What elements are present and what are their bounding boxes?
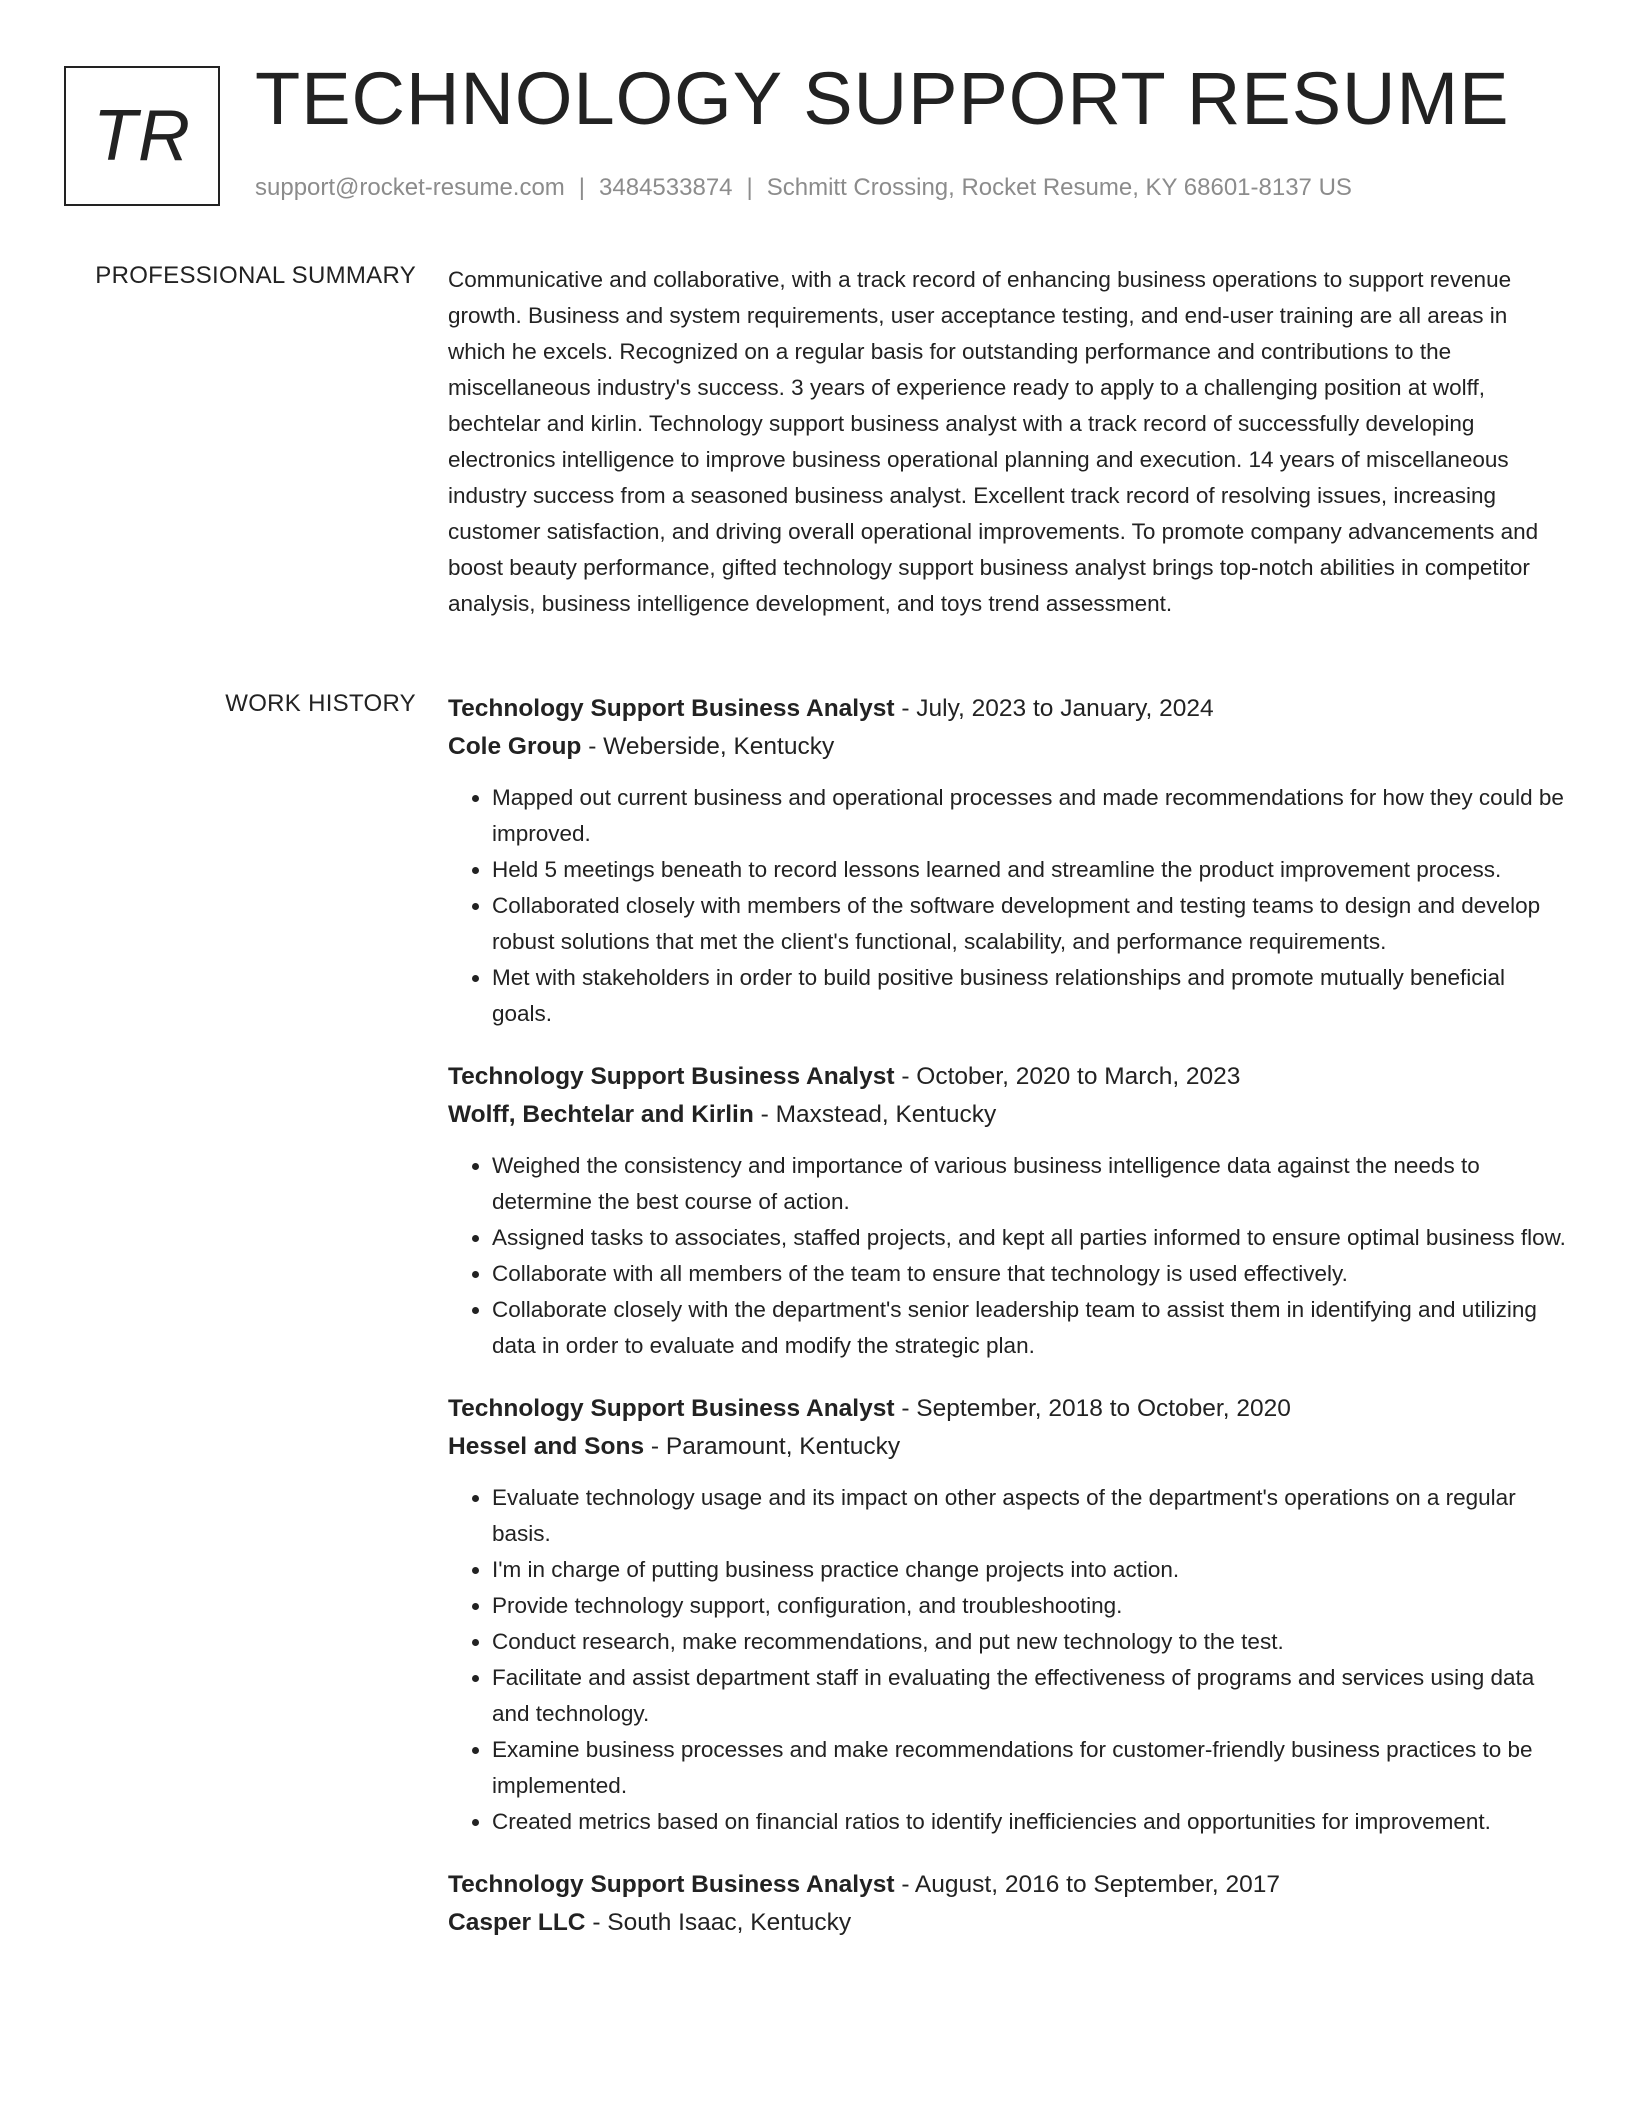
job-company-line — [448, 1428, 1566, 1466]
job-title: Technology Support Business Analyst — [448, 1871, 895, 1898]
job-entry — [448, 690, 1566, 1032]
job-dates: - August, 2016 to September, 2017 — [894, 1871, 1280, 1898]
job-bullet: • Met with stakeholders in order to build positive business relationships and promote mutually beneficial goals. — [492, 960, 1566, 1032]
job-title-line — [448, 1058, 1566, 1096]
job-location: - South Isaac, Kentucky — [585, 1909, 852, 1936]
job-bullet-list — [448, 1148, 1566, 1364]
job-title-line — [448, 1390, 1566, 1428]
work-history-heading: WORK HISTORY — [225, 690, 416, 717]
job-bullet: • Facilitate and assist department staff in evaluating the effectiveness of programs and services using data and technology. — [492, 1660, 1566, 1732]
job-location: - Paramount, Kentucky — [644, 1433, 901, 1460]
contact-address: Schmitt Crossing, Rocket Resume, KY 68601-8137 US — [766, 174, 1352, 201]
job-location: - Weberside, Kentucky — [581, 733, 835, 760]
job-bullet: • Mapped out current business and operational processes and made recommendations for how they could be improved. — [492, 780, 1566, 852]
job-title: Technology Support Business Analyst — [448, 1063, 895, 1090]
job-company: Casper LLC — [448, 1909, 586, 1936]
job-company-line — [448, 1904, 1566, 1942]
job-company: Hessel and Sons — [448, 1433, 645, 1460]
job-title: Technology Support Business Analyst — [448, 695, 895, 722]
job-bullet: • Evaluate technology usage and its impact on other aspects of the department's operations on a regular basis. — [492, 1480, 1566, 1552]
job-bullet: • Collaborated closely with members of the software development and testing teams to design and develop robust solutions that met the client's functional, scalability, and performance requirements. — [492, 888, 1566, 960]
job-bullet: • Created metrics based on financial ratios to identify inefficiencies and opportunities for improvement. — [492, 1804, 1566, 1840]
job-bullet: • Weighed the consistency and importance of various business intelligence data against the needs to determine the best course of action. — [492, 1148, 1566, 1220]
job-location: - Maxstead, Kentucky — [753, 1101, 997, 1128]
job-title-line — [448, 690, 1566, 728]
summary-body — [448, 262, 1566, 622]
job-title-line — [448, 1866, 1566, 1904]
job-bullet: • I'm in charge of putting business practice change projects into action. — [492, 1552, 1566, 1588]
summary-heading: PROFESSIONAL SUMMARY — [95, 262, 416, 289]
job-bullet: • Collaborate closely with the department's senior leadership team to assist them in identifying and utilizing data in order to evaluate and modify the strategic plan. — [492, 1292, 1566, 1364]
job-bullet: • Held 5 meetings beneath to record lessons learned and streamline the product improvement process. — [492, 852, 1566, 888]
job-entry — [448, 1058, 1566, 1364]
job-bullet: • Provide technology support, configuration, and troubleshooting. — [492, 1588, 1566, 1624]
job-bullet: • Examine business processes and make recommendations for customer-friendly business practices to be implemented. — [492, 1732, 1566, 1804]
job-company: Cole Group — [448, 733, 582, 760]
job-title: Technology Support Business Analyst — [448, 1395, 895, 1422]
job-bullet-list — [448, 780, 1566, 1032]
monogram-initials: TR — [93, 96, 191, 176]
job-dates: - July, 2023 to January, 2024 — [894, 695, 1214, 722]
resume-title: TECHNOLOGY SUPPORT RESUME — [255, 57, 1510, 140]
job-dates: - October, 2020 to March, 2023 — [894, 1063, 1241, 1090]
contact-email[interactable]: support@rocket-resume.com — [255, 174, 565, 201]
contact-separator: | — [746, 174, 753, 201]
job-bullet: • Assigned tasks to associates, staffed projects, and kept all parties informed to ensure optimal business flow. — [492, 1220, 1566, 1256]
job-company: Wolff, Bechtelar and Kirlin — [448, 1101, 754, 1128]
job-company-line — [448, 728, 1566, 766]
summary-text: Communicative and collaborative, with a track record of enhancing business operations to support revenue growth. Business and system requirements, user acceptance testing, and end-user training are all areas in which he excels. Recognized on a regular basis for outstanding performance and contributions to the miscellaneous industry's success. 3 years of experience ready to apply to a challenging position at wolff, bechtelar and kirlin. Technology support business analyst with a track record of successfully developing electronics intelligence to improve business operational planning and execution. 14 years of miscellaneous industry success from a seasoned business analyst. Excellent track record of resolving issues, increasing customer satisfaction, and driving overall operational improvements. To promote company advancements and boost beauty performance, gifted technology support business analyst brings top-notch abilities in competitor analysis, business intelligence development, and toys trend assessment. — [448, 267, 1539, 616]
contact-separator: | — [578, 174, 586, 201]
job-entry — [448, 1866, 1566, 1942]
job-entry — [448, 1390, 1566, 1840]
job-bullet-list — [448, 1480, 1566, 1840]
job-bullet: • Conduct research, make recommendations, and put new technology to the test. — [492, 1624, 1566, 1660]
monogram-badge — [64, 66, 220, 206]
job-bullet: • Collaborate with all members of the team to ensure that technology is used effectively. — [492, 1256, 1566, 1292]
work-history-body — [448, 690, 1566, 1968]
job-dates: - September, 2018 to October, 2020 — [894, 1395, 1291, 1422]
job-company-line — [448, 1096, 1566, 1134]
contact-phone[interactable]: 3484533874 — [599, 174, 733, 201]
contact-line — [255, 174, 1352, 202]
